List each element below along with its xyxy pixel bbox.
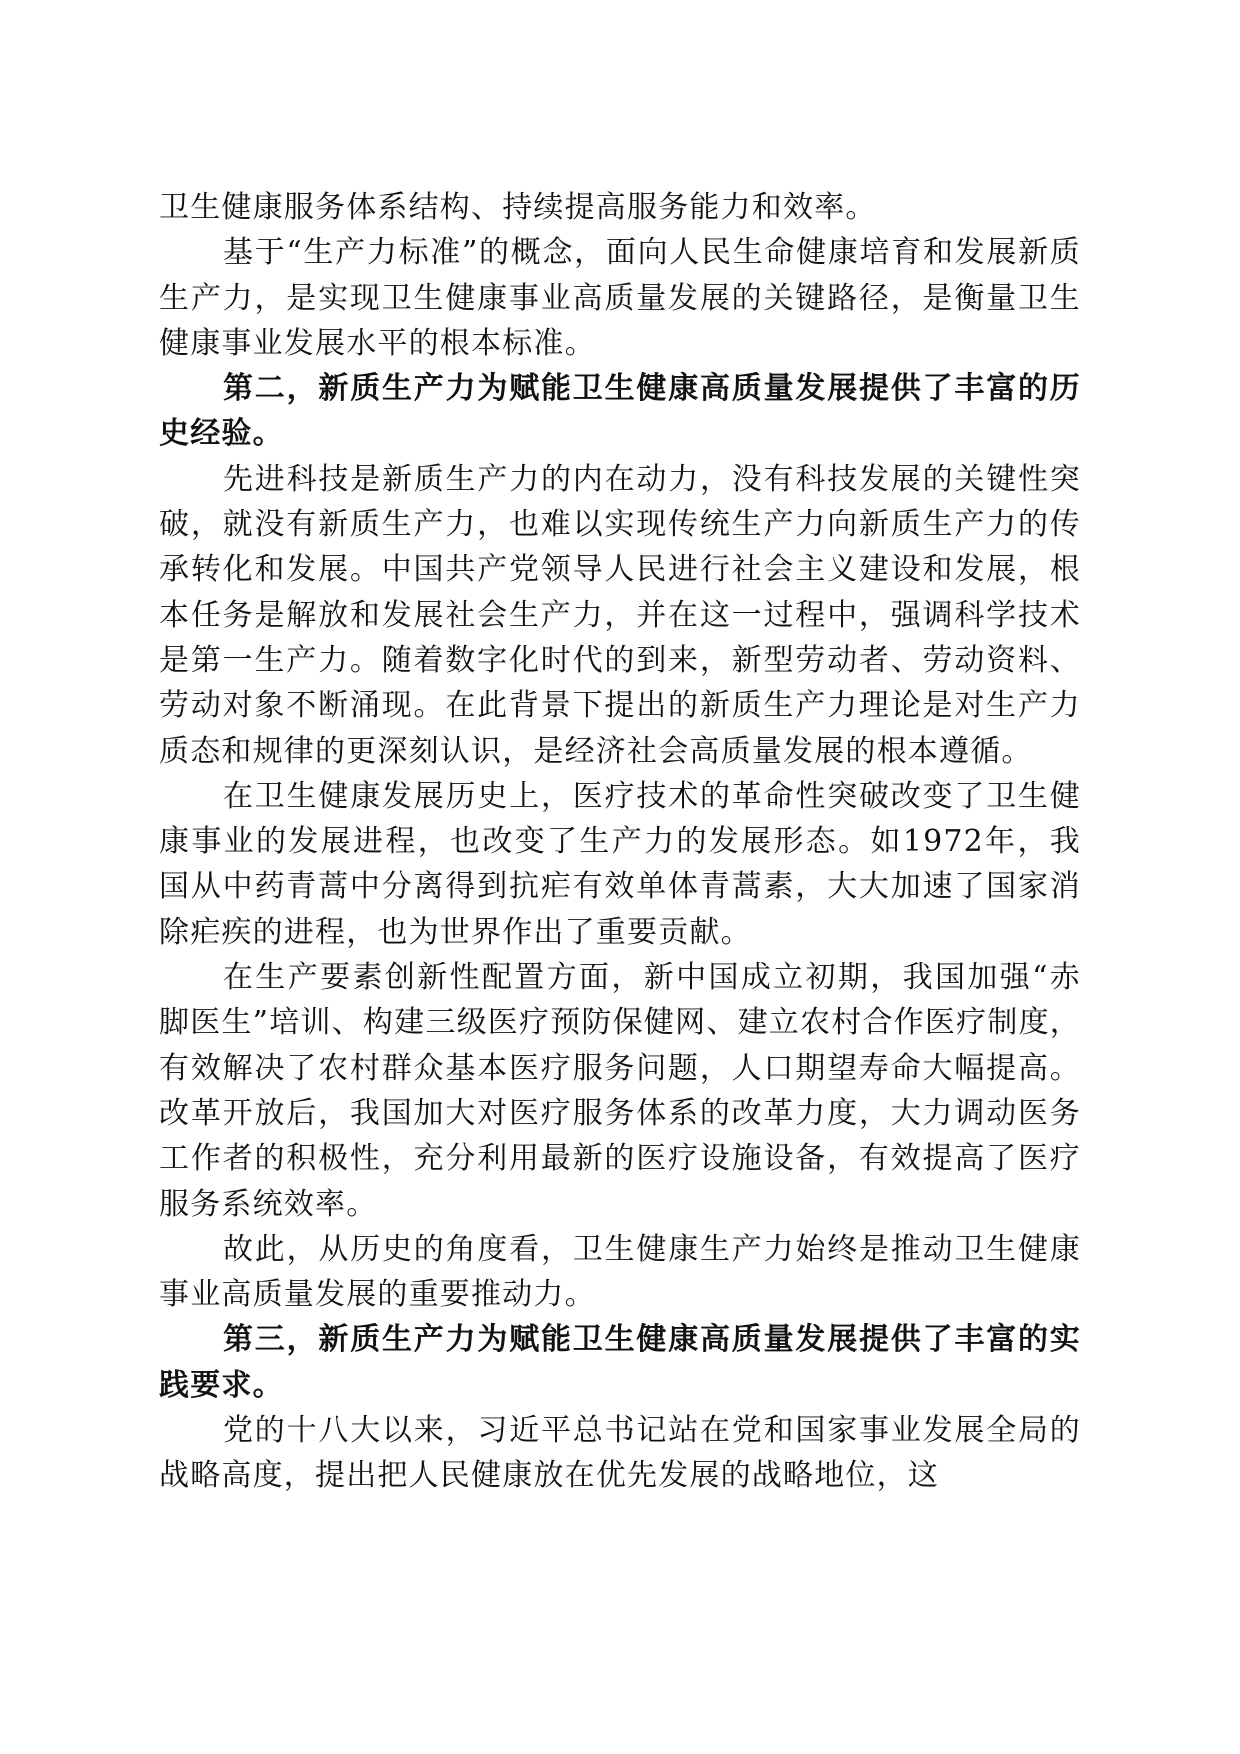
paragraph-historical-conclusion: 故此，从历史的角度看，卫生健康生产力始终是推动卫生健康事业高质量发展的重要推动力。 [159, 1231, 1081, 1313]
paragraph-continued: 卫生健康服务体系结构、持续提高服务能力和效率。 [159, 190, 877, 225]
paragraph-production-factors: 在生产要素创新性配置方面，新中国成立初期，我国加强“赤脚医生”培训、构建三级医疗预防保健网、建立农村合作医疗制度，有效解决了农村群众基本医疗服务问题，人口期望寿命大幅提高。改革开放后，我国加大对医疗服务体系的改革力度，大力调动医务工作者的积极性，充分利用最新的医疗设施设备，有效提高了医疗服务系统效率。 [159, 960, 1081, 1222]
paragraph-eighteenth-congress: 党的十八大以来，习近平总书记站在党和国家事业发展全局的战略高度，提出把人民健康放在优先发展的战略地位，这 [159, 1413, 1081, 1494]
paragraph-productivity-standard: 基于“生产力标准”的概念，面向人民生命健康培育和发展新质生产力，是实现卫生健康事业高质量发展的关键路径，是衡量卫生健康事业发展水平的根本标准。 [159, 235, 1081, 361]
paragraph-medical-history: 在卫生健康发展历史上，医疗技术的革命性突破改变了卫生健康事业的发展进程，也改变了生产力的发展形态。如1972年，我国从中药青蒿中分离得到抗疟有效单体青蒿素，大大加速了国家消除疟疾的进程，也为世界作出了重要贡献。 [159, 778, 1081, 950]
section-heading-third: 第三，新质生产力为赋能卫生健康高质量发展提供了丰富的实践要求。 [159, 1322, 1081, 1403]
paragraph-advanced-technology: 先进科技是新质生产力的内在动力，没有科技发展的关键性突破，就没有新质生产力，也难以实现传统生产力向新质生产力的传承转化和发展。中国共产党领导人民进行社会主义建设和发展，根本任务是解放和发展社会生产力，并在这一过程中，强调科学技术是第一生产力。随着数字化时代的到来，新型劳动者、劳动资料、劳动对象不断涌现。在此背景下提出的新质生产力理论是对生产力质态和规律的更深刻认识，是经济社会高质量发展的根本遵循。 [159, 461, 1081, 769]
section-heading-second: 第二，新质生产力为赋能卫生健康高质量发展提供了丰富的历史经验。 [159, 371, 1081, 452]
article-body [159, 185, 1081, 1499]
